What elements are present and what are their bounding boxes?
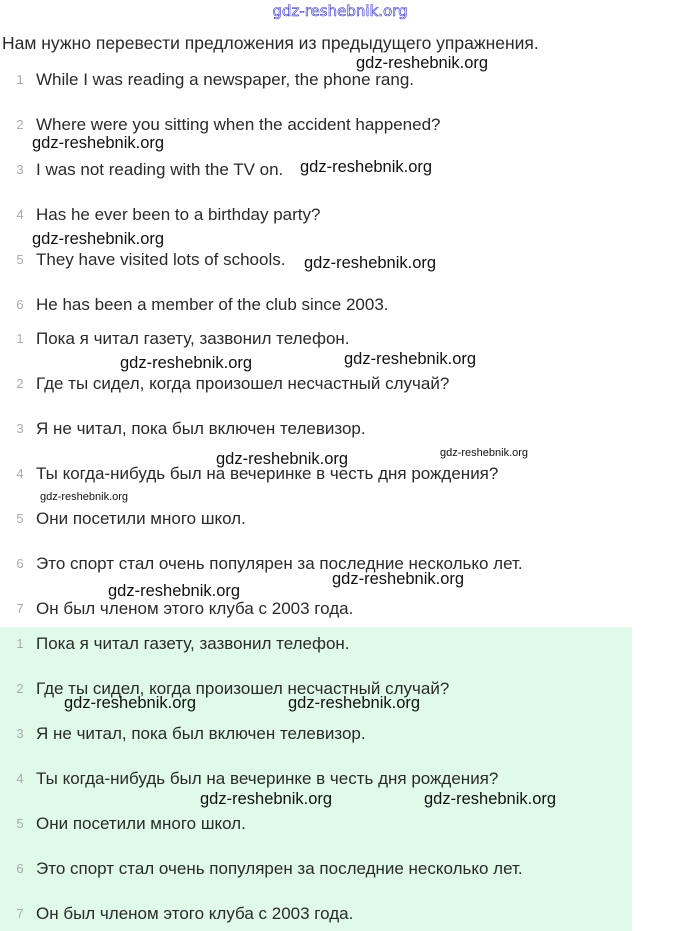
sentence-text: Where were you sitting when the accident happened? <box>36 115 441 134</box>
sentence-text: Они посетили много школ. <box>36 814 246 833</box>
watermark: gdz-reshebnik.org <box>216 450 349 468</box>
sentence-text: Они посетили много школ. <box>36 509 246 528</box>
item-number: 2 <box>16 117 24 132</box>
item-number: 4 <box>16 466 24 481</box>
item-number: 6 <box>16 297 24 312</box>
sentence-text: He has been a member of the club since 2003. <box>36 295 389 314</box>
watermark: gdz-reshebnik.org <box>344 350 477 368</box>
watermark: gdz-reshebnik.org <box>304 254 437 272</box>
intro-text: Нам нужно перевести предложения из предыдущего упражнения. <box>2 33 539 53</box>
item-number: 7 <box>16 601 24 616</box>
watermark: gdz-reshebnik.org <box>424 790 557 808</box>
item-number: 1 <box>16 72 24 87</box>
item-number: 6 <box>16 861 24 876</box>
sentence-text: Пока я читал газету, зазвонил телефон. <box>36 329 350 348</box>
watermark: gdz-reshebnik.org <box>32 134 165 152</box>
sentence-text: Ты когда-нибудь был на вечеринке в честь дня рождения? <box>36 769 499 788</box>
watermark: gdz-reshebnik.org <box>300 158 433 176</box>
item-number: 2 <box>16 376 24 391</box>
watermark: gdz-reshebnik.org <box>120 354 253 372</box>
site-header-watermark: gdz-reshebnik.org <box>272 2 408 20</box>
watermark: gdz-reshebnik.org <box>200 790 333 808</box>
sentence-text: Пока я читал газету, зазвонил телефон. <box>36 634 350 653</box>
watermark: gdz-reshebnik.org <box>40 491 129 503</box>
item-number: 5 <box>16 511 24 526</box>
item-number: 1 <box>16 636 24 651</box>
sentence-text: Он был членом этого клуба с 2003 года. <box>36 599 354 618</box>
item-number: 5 <box>16 816 24 831</box>
sentence-text: I was not reading with the TV on. <box>36 160 284 179</box>
sentence-text: Ты когда-нибудь был на вечеринке в честь дня рождения? <box>36 464 499 483</box>
item-number: 2 <box>16 681 24 696</box>
sentence-text: Где ты сидел, когда произошел несчастный случай? <box>36 374 450 393</box>
watermark: gdz-reshebnik.org <box>32 230 165 248</box>
watermark: gdz-reshebnik.org <box>356 54 489 72</box>
sentence-text: Это спорт стал очень популярен за последние несколько лет. <box>36 859 523 878</box>
sentence-text: Где ты сидел, когда произошел несчастный случай? <box>36 679 450 698</box>
sentence-text: Has he ever been to a birthday party? <box>36 205 321 224</box>
item-number: 3 <box>16 421 24 436</box>
item-number: 7 <box>16 906 24 921</box>
watermark: gdz-reshebnik.org <box>64 694 197 712</box>
sentence-text: Это спорт стал очень популярен за последние несколько лет. <box>36 554 523 573</box>
sentence-text: While I was reading a newspaper, the phone rang. <box>36 70 415 89</box>
item-number: 6 <box>16 556 24 571</box>
item-number: 4 <box>16 771 24 786</box>
item-number: 3 <box>16 726 24 741</box>
watermark: gdz-reshebnik.org <box>440 447 529 459</box>
watermark: gdz-reshebnik.org <box>332 570 465 588</box>
sentence-text: They have visited lots of schools. <box>36 250 286 269</box>
sentence-text: Он был членом этого клуба с 2003 года. <box>36 904 354 923</box>
watermark: gdz-reshebnik.org <box>108 582 241 600</box>
watermark: gdz-reshebnik.org <box>288 694 421 712</box>
item-number: 1 <box>16 331 24 346</box>
sentence-text: Я не читал, пока был включен телевизор. <box>36 724 366 743</box>
item-number: 4 <box>16 207 24 222</box>
item-number: 3 <box>16 162 24 177</box>
item-number: 5 <box>16 252 24 267</box>
sentence-text: Я не читал, пока был включен телевизор. <box>36 419 366 438</box>
